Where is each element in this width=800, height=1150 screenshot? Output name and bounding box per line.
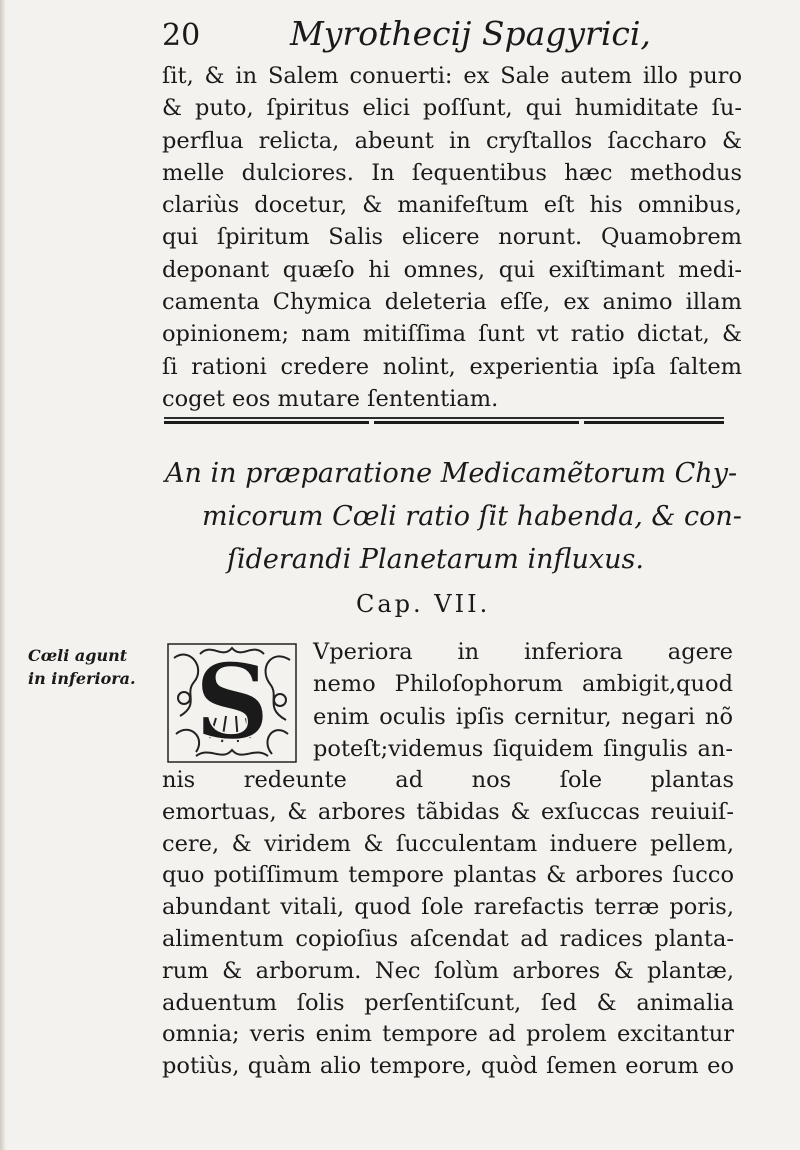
- text-line: enim oculis ipſis cernitur, negari nõ: [313, 703, 733, 730]
- text-line: qui ſpiritum Salis elicere norunt. Quamobrem: [162, 224, 742, 251]
- decorated-initial-s: [160, 638, 302, 768]
- text-line: ſi rationi credere nolint, experientia ipſa ſaltem: [162, 353, 742, 380]
- page-number: 20: [162, 18, 201, 53]
- text-line: emortuas, & arbores tãbidas & exſuccas reuiuiſ-: [162, 798, 734, 825]
- main-paragraph: [162, 765, 734, 1083]
- initial-letter: S: [194, 640, 270, 763]
- text-line: quo potiſſimum tempore plantas & arbores ſucco: [162, 862, 734, 889]
- text-line: perflua relicta, abeunt in cryſtallos ſaccharo &: [162, 127, 742, 154]
- chapter-title: [165, 452, 742, 581]
- chapter-number: Cap. VII.: [356, 590, 491, 618]
- running-title: Myrothecij Spagyrici,: [290, 14, 651, 53]
- text-line: rum & arborum. Nec ſolùm arbores & plantæ,: [162, 957, 734, 984]
- text-line: coget eos mutare ſententiam.: [162, 385, 499, 412]
- text-line: potiùs, quàm alio tempore, quòd ſemen eorum eo: [162, 1053, 734, 1080]
- text-line: melle dulciores. In ſequentibus hæc methodus: [162, 159, 742, 186]
- text-line: omnia; veris enim tempore ad prolem excitantur: [162, 1021, 734, 1048]
- text-line: cere, & viridem & ſucculentam induere pellem,: [162, 830, 734, 857]
- text-line: clariùs docetur, & manifeſtum eſt his omnibus,: [162, 192, 742, 219]
- text-line: aduentum ſolis perſentiſcunt, ſed & animalia: [162, 989, 734, 1016]
- text-line: deponant quæſo hi omnes, qui exiſtimant medi-: [162, 256, 742, 283]
- text-line: opinionem; nam mitiſſima ſunt vt ratio dictat, &: [162, 321, 742, 348]
- text-line: abundant vitali, quod ſole rarefactis terræ poris,: [162, 894, 734, 921]
- chapter-title-line: An in præparatione Medicamẽtorum Chy-: [165, 458, 738, 489]
- text-line: & puto, ſpiritus elici poſſunt, qui humiditate ſu-: [162, 95, 742, 122]
- chapter-title-line: micorum Cœli ratio ſit habenda, & con-: [202, 501, 742, 532]
- text-line: ſit, & in Salem conuerti: ex Sale autem illo puro: [162, 63, 742, 89]
- running-head: [162, 14, 651, 54]
- section-divider-rule: [164, 417, 724, 425]
- marginal-note-line: Cœli agunt: [28, 646, 128, 665]
- text-line: nemo Philoſophorum ambigit,quod: [313, 671, 733, 698]
- text-line: nis redeunte ad nos ſole plantas: [162, 767, 734, 793]
- text-line: Vperiora in inferiora agere: [313, 639, 733, 665]
- chapter-title-line: ſiderandi Planetarum influxus.: [227, 544, 644, 575]
- marginal-note: [28, 644, 158, 690]
- text-line: poteſt;videmus ſiquidem ſingulis an-: [313, 735, 733, 762]
- marginal-note-line: in inferiora.: [28, 669, 136, 688]
- text-line: alimentum copioſius aſcendat ad radices planta-: [162, 925, 734, 952]
- text-line: camenta Chymica deleteria eſſe, ex animo illam: [162, 289, 742, 316]
- dropcap-paragraph-lines: [313, 636, 733, 765]
- intro-paragraph: [162, 60, 742, 415]
